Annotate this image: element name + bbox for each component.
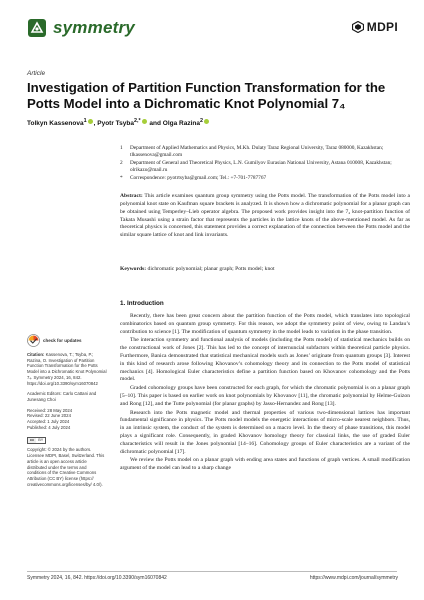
dates-block bbox=[27, 408, 107, 431]
affiliation-mark: 1 bbox=[120, 145, 123, 151]
keywords-label: Keywords: bbox=[120, 266, 147, 272]
article-type: Article bbox=[27, 70, 46, 77]
cc-icon: cc bbox=[30, 438, 35, 443]
affiliation-mark: * bbox=[120, 175, 123, 181]
keywords bbox=[120, 266, 410, 272]
citation-label: Citation: bbox=[27, 352, 45, 357]
affiliation-row bbox=[120, 145, 410, 159]
affiliation-text: Department of Applied Mathematics and Physics, M.Kh. Dulaty Taraz Regional University, Taraz 080000, Kazakhstan; tlkassenova@gmail.com bbox=[130, 145, 384, 158]
author-affiliation-mark: 2,* bbox=[133, 118, 141, 124]
footer-divider bbox=[27, 571, 397, 572]
publisher-name: MDPI bbox=[366, 20, 398, 34]
published-date: Published: 4 July 2024 bbox=[27, 424, 71, 430]
citation-block bbox=[27, 352, 107, 386]
body-text bbox=[120, 313, 410, 474]
check-updates-icon bbox=[27, 334, 40, 347]
author-name[interactable]: Olga Razina bbox=[162, 120, 200, 128]
orcid-icon[interactable] bbox=[142, 119, 147, 124]
correspondence-row bbox=[120, 175, 410, 182]
journal-logo[interactable] bbox=[27, 18, 135, 38]
abstract bbox=[120, 193, 410, 240]
body-paragraph: Recently, there has been great concern about the partition function of the Potts model, which translates into topological combinatorics based on quantum group symmetry. For this reason, we adopt the symmetry point of view, owing to Landau’s contribution to science [1]. The modification of quantum symmetry in the model leads to variation in the phase transition. bbox=[120, 313, 410, 335]
keywords-text: dichromatic polynomial; planar graph; Potts model; knot bbox=[147, 266, 275, 272]
author-affiliation-mark: 2 bbox=[200, 118, 204, 124]
by-icon: BY bbox=[38, 438, 44, 443]
received-date: Received: 28 May 2024 bbox=[27, 407, 73, 413]
affiliation-row bbox=[120, 160, 410, 174]
editors-label: Academic Editors: bbox=[27, 391, 62, 397]
author-affiliation-mark: 1 bbox=[83, 118, 87, 124]
body-paragraph: Graded cohomology groups have been constructed for each graph, for which the chromatic polynomial is on a planar graph [5–10]. This paper is based on earlier work on knot polynomials by Khovanov [11], the chromatic polynomial by Helme-Guizon and Rong [12], and the Tutte polynomial (for planar graphs) by Jasso-Hernandez and Rong [13]. bbox=[120, 385, 410, 407]
author-name[interactable]: Tolkyn Kassenova bbox=[27, 120, 84, 128]
affiliation-mark: 2 bbox=[120, 160, 123, 166]
footer-journal-url[interactable]: https://www.mdpi.com/journal/symmetry bbox=[309, 575, 398, 581]
revised-date: Revised: 22 June 2024 bbox=[27, 413, 71, 419]
author-separator: , bbox=[93, 120, 98, 128]
academic-editors bbox=[27, 391, 107, 402]
journal-name: symmetry bbox=[53, 18, 135, 37]
accepted-date: Accepted: 1 July 2024 bbox=[27, 419, 70, 425]
abstract-label: Abstract: bbox=[120, 193, 143, 199]
orcid-icon[interactable] bbox=[88, 119, 93, 124]
section-heading: 1. Introduction bbox=[120, 300, 164, 307]
body-paragraph: Research into the Potts magnetic model and thermal properties of various two-dimensional lattices has important fundamental significance in physics. The Potts model models the energetic interactions of micro-scale nearest neighbors. Thus, in an intrinsic system, the conduct of the system is determined on a macro level. In the theory of phase transitions, this model plays a significant role. Consequently, in graded Khovanov homology theory for classical links, the use of graded Euler characteristics will result in the Jones polynomial [14–16]. Cohomology groups of Euler characteristics are a variant of the dichromatic polynomial [17]. bbox=[120, 409, 410, 455]
footer-citation[interactable]: Symmetry 2024, 16, 842. https://doi.org/10.3390/sym16070842 bbox=[27, 575, 167, 581]
affiliations bbox=[120, 145, 410, 183]
symmetry-logo-icon bbox=[27, 18, 47, 38]
cc-by-license-badge[interactable] bbox=[27, 437, 46, 444]
author-name[interactable]: Pyotr Tsyba bbox=[97, 120, 134, 128]
author-list bbox=[27, 118, 210, 127]
citation-text[interactable]: Kassenova, T.; Tsyba, P.; Razina, O. Investigation of Partition Function Transformation for the Potts Model into a Dichromatic Knot Polynomial 7₄. Symmetry 2024, 16, 842. https://doi.org/10.3390/sym16070842 bbox=[27, 352, 107, 386]
copyright-notice: Copyright: © 2024 by the authors. Licensee MDPI, Basel, Switzerland. This article is an open access article distributed under the terms and conditions of the Creative Commons Attribution (CC BY) license (https:// creativecommons.org/licenses/by/ 4.0/). bbox=[27, 447, 105, 487]
body-paragraph: The interaction symmetry and functional analysis of models (including the Potts model) of statistical mechanics builds on the constructional work of Jones [2]. This has led to the concept of internuncial subfactors within theoretical particle physics. Furthermore, Banica demonstrated that statistical mechanical models such as Jones’ originate from quantum groups [3]. Interest in this kind of research arose following Khovanov’s cohomology theory and its connection to the Potts model of statistical mechanics [4]. Homological Euler characteristics define a partition function based on Khovanov cohomology and the Potts model. bbox=[120, 337, 410, 383]
abstract-text: This article examines quantum group symmetry using the Potts model. The transformation of the Potts model into a polynomial knot state on Kaufman square brackets is analyzed. It is shown how a dichromatic polynomial for a planar graph can be obtained using Temperley–Lieb operator algebra. The proposed work provides insight into the 7₄ knot-partition function of Takata Musashi using a strain factor that represents the particles in the lattice knots of the above-mentioned model. As far as theoretical physics is concerned, this statement provides a correct explanation of the connection between the Potts model and the similar square lattice of knot and link invariants. bbox=[120, 193, 410, 239]
body-paragraph: We review the Potts model on a planar graph with ending area states and functions of graph vertices. A small modification argument of the model can lead to a sharp change bbox=[120, 457, 410, 472]
mdpi-logo-icon bbox=[352, 21, 364, 33]
correspondence-text: Correspondence: pyotrtsyba@gmail.com; Tel.: +7-701-7787767 bbox=[130, 175, 267, 181]
affiliation-text: Department of General and Theoretical Physics, L.N. Gumilyov Eurasian National University, Astana 010008, Kazakhstan; olrikazo@mail.ru bbox=[130, 160, 392, 173]
author-separator: and bbox=[147, 120, 163, 128]
article-sidebar bbox=[27, 334, 107, 492]
check-for-updates-button[interactable] bbox=[27, 334, 107, 347]
publisher-logo[interactable] bbox=[352, 20, 398, 34]
orcid-icon[interactable] bbox=[204, 119, 209, 124]
check-updates-label: check for updates bbox=[43, 338, 82, 343]
editors-names: Carlo Cattani and Junesang Choi bbox=[27, 391, 97, 402]
article-title: Investigation of Partition Function Transformation for the Potts Model into a Dichromatic Knot Polynomial 7₄ bbox=[27, 80, 386, 111]
